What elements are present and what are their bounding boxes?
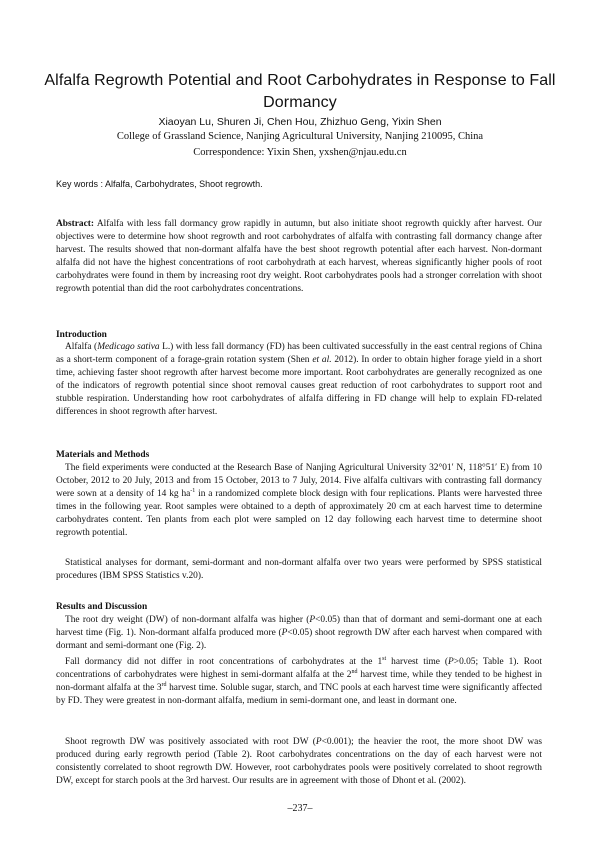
page-number: –237–: [287, 803, 313, 814]
keywords: [56, 178, 556, 190]
p-symbol: P: [281, 627, 288, 638]
species-name: Medicago sativa: [97, 342, 160, 352]
results-heading: Results and Discussion: [56, 602, 148, 612]
intro-text-3: 2012). In order to obtain higher forage yield in a short time, achieving faster shoot regrowth after harvest become more important. Root carbohydrates are generally recognized as one of the indicators of regrowth potential since shoot removal causes great reduction of root carbohydrates to support root and stubble respiration. Understanding how root carbohydrates of alfalfa differing in FD change will help to explain FD-related differences in shoot regrowth after harvest.: [56, 354, 542, 417]
intro-text-2: L.) with less fall dormancy (FD) has been cultivated successfully in the east central regions of China as a short-term component of a forage-grain rotation system (Shen: [56, 342, 543, 365]
p-symbol: P: [309, 615, 316, 625]
results-text-3: <0.05) shoot regrowth DW after each harvest when compared with dormant and semi-dormant one (Fig. 2).: [56, 627, 542, 651]
superscript: nd: [351, 668, 358, 675]
methods-paragraph-1: [56, 462, 542, 539]
results-text-7: harvest time, while they tended to be highest in non-dormant alfalfa at the 3: [56, 669, 542, 693]
abstract-text: Alfalfa with less fall dormancy grow rapidly in autumn, but also initiate shoot regrowth quickly after harvest. Our objectives were to determine how shoot regrowth and root carbohydrates of alfalfa with contrasting fall dormancy change after harvest. The results showed that non-dormant alfalfa have the best shoot regrowth potential after each harvest. Non-dormant alfalfa did not have the highest concentrations of root carbohydrath at each harvest, whereas significantly higher pools of root carbohydrates were found in them by increasing root dry weight. Root carbohydrates pools had a stronger correlation with shoot regrowth potential than did the root carbohydrates concentrations.: [56, 219, 542, 294]
abstract: [56, 218, 542, 295]
p-symbol: P: [448, 657, 454, 667]
affiliation: College of Grassland Science, Nanjing Agricultural University, Nanjing 210095, China: [116, 131, 484, 142]
abstract-label: Abstract:: [56, 219, 95, 229]
p-symbol: P: [315, 737, 322, 747]
introduction-paragraph: [56, 341, 542, 418]
results-paragraph-2: [56, 656, 542, 708]
superscript: rd: [161, 681, 167, 688]
results-text-2: <0.05) than that of dormant and semi-dormant one at each harvest time (Fig. 1). Non-dormant alfalfa produced more (: [56, 615, 542, 638]
methods-paragraph-2: Statistical analyses for dormant, semi-dormant and non-dormant alfalfa over two years were performed by SPSS statistical procedures (IBM SPSS Statistics v.20).: [56, 558, 542, 581]
correspondence: Correspondence: Yixin Shen, yxshen@njau.edu.cn: [193, 147, 407, 158]
methods-text-2: in a randomized complete block design with four replications. Plants were harvested three times in the following year. Root samples were obtained to a depth of approximately 20 cm at each harvest time to determine carbohydrates content. Ten plants from each plot were sampled on 12 day following each harvest time to determine shoot regrowth potential.: [56, 488, 542, 538]
methods-heading: Materials and Methods: [56, 450, 150, 460]
paper-title: Alfalfa Regrowth Potential and Root Carbohydrates in Response to Fall Dormancy: [44, 72, 556, 111]
methods-text-1: The field experiments were conducted at the Research Base of Nanjing Agricultural University 32°01′ N, 118°51′ E) from 10 October, 2012 to 20 July, 2013 and from 15 October, 2013 to 7 July, 2014. Five alfalfa cultivars with contrasting fall dormancy were sown at a density of 14 kg ha: [56, 463, 542, 499]
results-text-5: harvest time (: [386, 657, 449, 667]
et-al: et al.: [312, 354, 332, 365]
results-text-9: Shoot regrowth DW was positively associated with root DW (: [65, 737, 316, 747]
results-text-1: The root dry weight (DW) of non-dormant alfalfa was higher (: [65, 615, 310, 625]
intro-text-1: Alfalfa (: [65, 342, 98, 352]
introduction-heading: Introduction: [56, 330, 107, 340]
author-list: Xiaoyan Lu, Shuren Ji, Chen Hou, Zhizhuo Geng, Yixin Shen: [158, 116, 442, 128]
results-text-8: harvest time. Soluble sugar, starch, and TNC pools at each harvest time were significantly affected by FD. They were greatest in non-dormant alfalfa, medium in semi-dormant one, and least in dormant one.: [56, 682, 542, 706]
results-paragraph-3: [56, 736, 542, 788]
results-text-6: >0.05; Table 1). Root concentrations of carbohydrates were highest in semi-dormant alfalfa at the 2: [56, 657, 543, 680]
superscript: -1: [190, 487, 196, 494]
keywords-label: Key words :: [56, 179, 104, 189]
results-text-10: <0.001); the heavier the root, the more shoot DW was produced during early regrowth period (Table 2). Root carbohydrates concentrations on the day of each harvest were not consistently correlated to shoot regrowth DW. However, root carbohydrates pools were positively correlated to shoot regrowth DW, except for starch pools at the 3rd harvest. Our results are in agreement with those of Dhont et al. (2002).: [56, 737, 542, 786]
superscript: st: [382, 656, 387, 662]
keywords-text: Alfalfa, Carbohydrates, Shoot regrowth.: [105, 179, 263, 189]
results-text-4: Fall dormancy did not differ in root concentrations of carbohydrates at the 1: [65, 657, 383, 667]
results-paragraph-1: [56, 614, 542, 653]
